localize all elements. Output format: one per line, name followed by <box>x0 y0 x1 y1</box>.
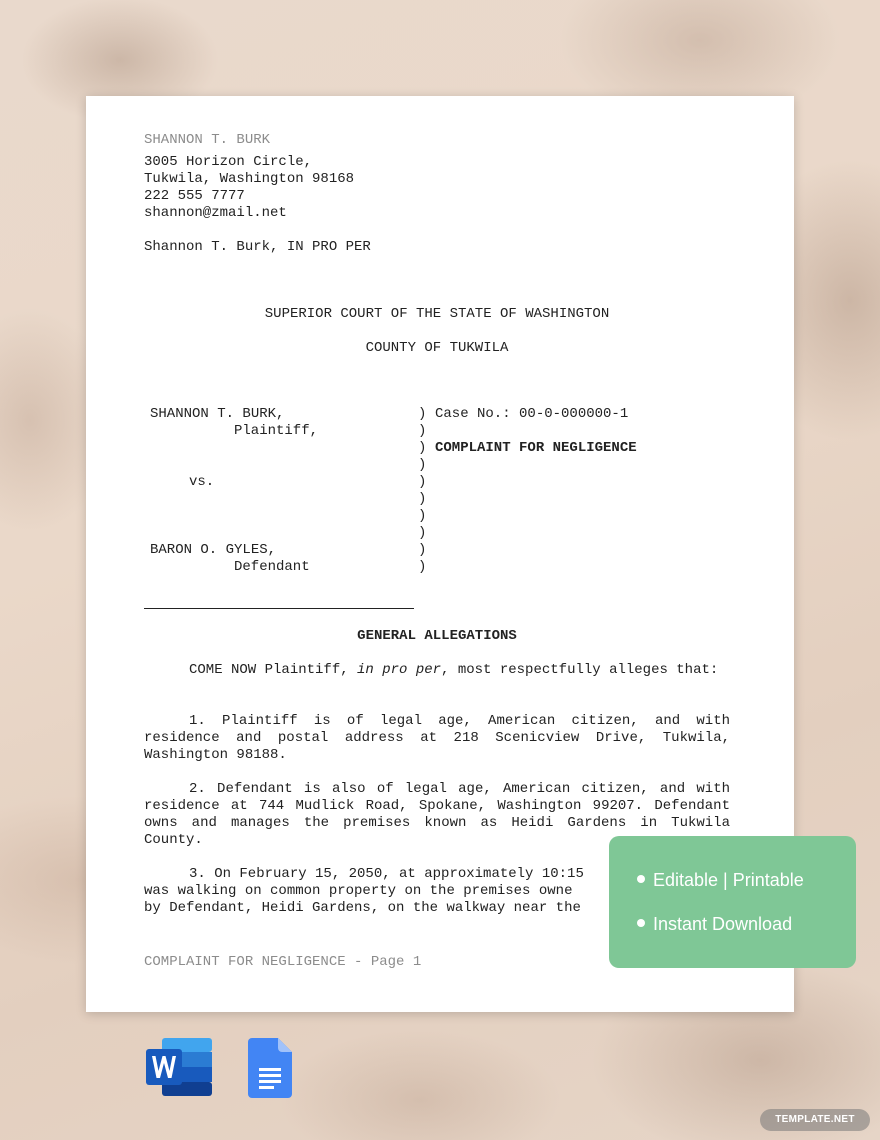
feature-editable-printable <box>637 869 804 891</box>
address-line-2: Tukwila, Washington 98168 <box>144 171 355 187</box>
allegation-text-2: 2. Defendant is also of legal age, American citizen, and with residence at 744 Mudlick Road, Spokane, Washington 99207. Defendant owns and manages the premises known as Heidi Gardens in Tukwila County. <box>144 781 730 848</box>
court-name: SUPERIOR COURT OF THE STATE OF WASHINGTON <box>264 306 610 322</box>
case-number: Case No.: 00-0-000000-1 <box>435 406 629 422</box>
caption-divider <box>144 608 414 609</box>
allegation-paragraph-1 <box>144 713 730 764</box>
allegation-3-line-2: was walking on common property on the premises owne <box>144 883 573 899</box>
caption-paren: ) <box>418 542 427 558</box>
caption-paren: ) <box>418 474 427 490</box>
caption-paren: ) <box>418 525 427 541</box>
section-heading: GENERAL ALLEGATIONS <box>357 628 517 644</box>
caption-paren: ) <box>418 508 427 524</box>
caption-paren: ) <box>418 491 427 507</box>
caption-paren: ) <box>418 457 427 473</box>
feature-label: Editable | Printable <box>653 870 804 890</box>
page-footer: COMPLAINT FOR NEGLIGENCE - Page 1 <box>144 954 422 970</box>
versus: vs. <box>189 474 215 490</box>
allegation-3-line-1: 3. On February 15, 2050, at approximately 10:15 <box>189 866 584 882</box>
microsoft-word-icon[interactable] <box>146 1038 214 1096</box>
address-line-1: 3005 Horizon Circle, <box>144 154 313 170</box>
document-title: COMPLAINT FOR NEGLIGENCE <box>435 440 637 456</box>
intro-text-end: , most respectfully alleges that: <box>441 662 719 678</box>
phone: 222 555 7777 <box>144 188 245 204</box>
defendant-role: Defendant <box>234 559 310 575</box>
watermark-badge: TEMPLATE.NET <box>760 1109 870 1131</box>
attorney-name: SHANNON T. BURK <box>144 132 271 148</box>
feature-instant-download <box>637 913 792 935</box>
allegation-text-1: 1. Plaintiff is of legal age, American citizen, and with residence and postal address at 218 Scenicview Drive, Tukwila, Washington 98188. <box>144 713 730 763</box>
plaintiff-role: Plaintiff, <box>234 423 319 439</box>
features-badge <box>609 836 856 968</box>
email: shannon@zmail.net <box>144 205 287 221</box>
intro-italic: in pro per <box>357 662 442 678</box>
caption-paren: ) <box>418 440 427 456</box>
feature-label: Instant Download <box>653 914 793 934</box>
county-name: COUNTY OF TUKWILA <box>365 340 509 356</box>
bullet-icon <box>637 875 645 883</box>
caption-paren: ) <box>418 559 427 575</box>
party-line: Shannon T. Burk, IN PRO PER <box>144 239 371 255</box>
allegation-3-line-3: by Defendant, Heidi Gardens, on the walkway near the <box>144 900 581 916</box>
defendant-name: BARON O. GYLES, <box>150 542 277 558</box>
google-docs-icon[interactable] <box>248 1038 292 1098</box>
caption-paren: ) <box>418 423 427 439</box>
intro-text: COME NOW Plaintiff, <box>189 662 358 678</box>
plaintiff-name: SHANNON T. BURK, <box>150 406 285 422</box>
intro-paragraph <box>144 662 730 679</box>
bullet-icon <box>637 919 645 927</box>
caption-paren: ) <box>418 406 427 422</box>
